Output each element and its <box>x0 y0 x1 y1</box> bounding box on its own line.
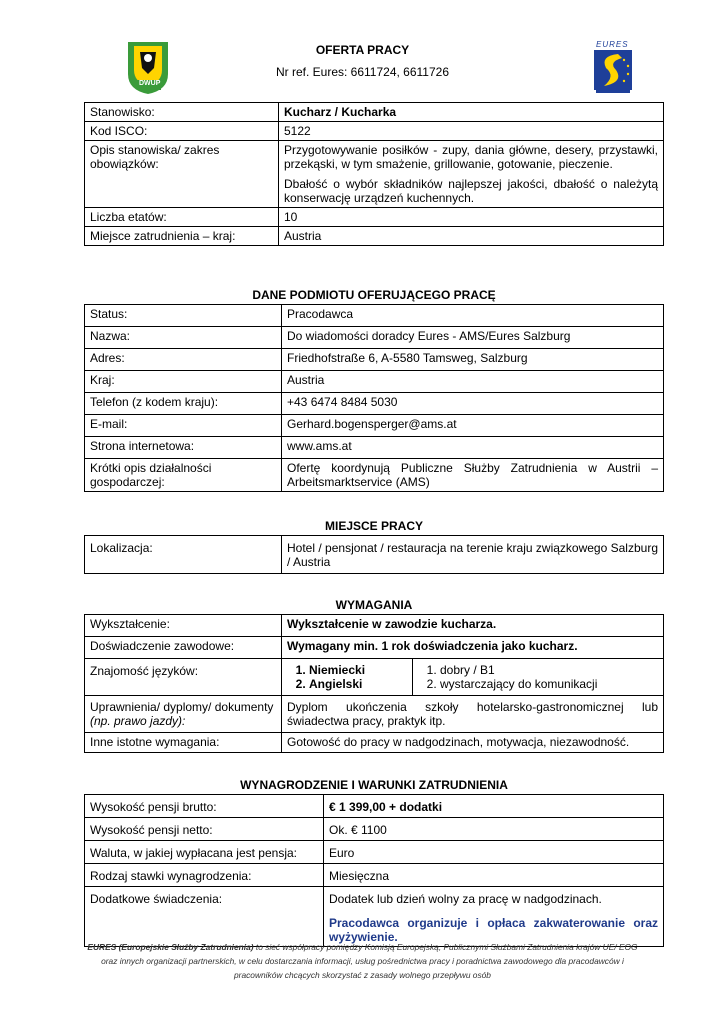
currency-label: Waluta, w jakiej wypłacana jest pensja: <box>85 841 324 864</box>
table-row <box>85 887 664 947</box>
table-row <box>85 208 664 227</box>
language-names <box>282 659 413 695</box>
table-row <box>85 659 664 696</box>
employer-heading: DANE PODMIOTU OFERUJĄCEGO PRACĘ <box>252 288 496 302</box>
table-row <box>85 141 664 208</box>
employer-value: Austria <box>282 371 664 393</box>
table-row <box>85 349 664 371</box>
table-row <box>85 864 664 887</box>
employer-label: Strona internetowa: <box>85 437 282 459</box>
rate-label: Rodzaj stawki wynagrodzenia: <box>85 864 324 887</box>
position-value: Kucharz / Kucharka <box>279 103 664 122</box>
employer-value: Friedhofstraße 6, A-5580 Tamsweg, Salzburg <box>282 349 664 371</box>
reference-number: Nr ref. Eures: 6611724, 6611726 <box>275 65 449 79</box>
eures-logo-text: EURES <box>596 40 629 49</box>
location-value: Hotel / pensjonat / restauracja na terenie kraju związkowego Salzburg / Austria <box>282 536 664 574</box>
employer-value: +43 6474 8484 5030 <box>282 393 664 415</box>
country-label: Miejsce zatrudnienia – kraj: <box>85 227 279 246</box>
employer-label: Telefon (z kodem kraju): <box>85 393 282 415</box>
language-level: 2. wystarczający do komunikacji <box>440 677 658 691</box>
description-value <box>279 141 664 208</box>
language-levels <box>413 659 664 695</box>
employer-email[interactable]: Gerhard.bogensperger@ams.at <box>282 415 664 437</box>
table-row <box>85 459 664 492</box>
salary-heading: WYNAGRODZENIE I WARUNKI ZATRUDNIENIA <box>240 778 508 792</box>
dwup-logo-text: DWUP <box>139 80 161 87</box>
table-row <box>85 103 664 122</box>
description-paragraph: Przygotowywanie posiłków - zupy, dania główne, desery, przystawki, przekąski, w tym smażenie, grillowanie, gotowanie, pieczenie. <box>284 143 658 171</box>
table-row <box>85 818 664 841</box>
other-label: Inne istotne wymagania: <box>85 733 282 753</box>
employer-label: E-mail: <box>85 415 282 437</box>
footer-line: oraz innych organizacji partnerskich, w celu dostarczania informacji, usług pośrednictwa pracy i poradnictwa zawodowego dla pracodawców i <box>101 956 624 966</box>
benefits-label: Dodatkowe świadczenia: <box>85 887 324 947</box>
position-label: Stanowisko: <box>85 103 279 122</box>
gross-label: Wysokość pensji brutto: <box>85 795 324 818</box>
employer-value: Do wiadomości doradcy Eures - AMS/Eures Salzburg <box>282 327 664 349</box>
table-row <box>85 371 664 393</box>
language-name: 2. Angielski <box>309 677 407 691</box>
table-row <box>85 795 664 818</box>
rate-value: Miesięczna <box>324 864 664 887</box>
offer-table <box>84 102 664 246</box>
currency-value: Euro <box>324 841 664 864</box>
table-row <box>85 536 664 574</box>
language-level: 1. dobry / B1 <box>440 663 658 677</box>
footer-note <box>60 940 665 982</box>
table-row <box>85 437 664 459</box>
net-value: Ok. € 1100 <box>324 818 664 841</box>
count-label: Liczba etatów: <box>85 208 279 227</box>
count-value: 10 <box>279 208 664 227</box>
languages-table <box>282 659 663 695</box>
employer-value: Ofertę koordynują Publiczne Służby Zatrudnienia w Austrii – Arbeitsmarktservice (AMS) <box>282 459 664 492</box>
isco-label: Kod ISCO: <box>85 122 279 141</box>
licenses-label-example: (np. prawo jazdy): <box>90 714 186 728</box>
experience-label: Doświadczenie zawodowe: <box>85 637 282 659</box>
requirements-table <box>84 614 664 753</box>
table-row <box>85 122 664 141</box>
table-row <box>85 615 664 637</box>
page-title: OFERTA PRACY <box>315 43 410 57</box>
benefits-highlight: Pracodawca organizuje i opłaca zakwaterowanie oraz wyżywienie. <box>329 916 658 944</box>
table-row <box>85 327 664 349</box>
table-row <box>85 415 664 437</box>
other-value: Gotowość do pracy w nadgodzinach, motywacja, niezawodność. <box>282 733 664 753</box>
description-paragraph: Dbałość o wybór składników najlepszej jakości, dbałość o należytą konserwację urządzeń kuchennych. <box>284 177 658 205</box>
employer-label: Nazwa: <box>85 327 282 349</box>
net-label: Wysokość pensji netto: <box>85 818 324 841</box>
gross-value: € 1 399,00 + dodatki <box>324 795 664 818</box>
description-label: Opis stanowiska/ zakres obowiązków: <box>85 141 279 208</box>
employer-label: Status: <box>85 305 282 327</box>
table-row <box>85 841 664 864</box>
table-row <box>85 305 664 327</box>
location-label: Lokalizacja: <box>85 536 282 574</box>
footer-line <box>60 940 665 954</box>
employer-label: Krótki opis działalności gospodarczej: <box>85 459 282 492</box>
requirements-heading: WYMAGANIA <box>335 598 413 612</box>
education-value: Wykształcenie w zawodzie kucharza. <box>282 615 664 637</box>
table-row <box>85 637 664 659</box>
employer-label: Adres: <box>85 349 282 371</box>
isco-value: 5122 <box>279 122 664 141</box>
table-row <box>85 393 664 415</box>
benefits-value <box>324 887 664 947</box>
country-value: Austria <box>279 227 664 246</box>
footer-line-rest: to sieć współpracy pomiędzy Komisją Europejską, Publicznymi Służbami Zatrudnienia krajów UE/ EOG <box>253 942 638 952</box>
table-row <box>85 733 664 753</box>
table-row <box>85 227 664 246</box>
benefits-paragraph: Dodatek lub dzień wolny za pracę w nadgodzinach. <box>329 892 602 906</box>
place-table <box>84 535 664 574</box>
footer-lead: EURES (Europejskie Służby Zatrudnienia) <box>87 942 254 952</box>
table-row <box>85 696 664 733</box>
salary-table <box>84 794 664 947</box>
place-heading: MIEJSCE PRACY <box>324 519 424 533</box>
employer-table <box>84 304 664 492</box>
languages-label: Znajomość języków: <box>85 659 282 696</box>
education-label: Wykształcenie: <box>85 615 282 637</box>
languages-value <box>282 659 664 696</box>
footer-line: pracowników chcących skorzystać z zasady wolnego przepływu osób <box>234 970 491 980</box>
licenses-label-text: Uprawnienia/ dyplomy/ dokumenty <box>90 700 274 714</box>
licenses-value: Dyplom ukończenia szkoły hotelarsko-gastronomicznej lub świadectwa pracy, praktyk itp. <box>282 696 664 733</box>
experience-value: Wymagany min. 1 rok doświadczenia jako kucharz. <box>282 637 664 659</box>
language-name: 1. Niemiecki <box>309 663 407 677</box>
licenses-label <box>85 696 282 733</box>
employer-label: Kraj: <box>85 371 282 393</box>
employer-website[interactable]: www.ams.at <box>282 437 664 459</box>
employer-value: Pracodawca <box>282 305 664 327</box>
